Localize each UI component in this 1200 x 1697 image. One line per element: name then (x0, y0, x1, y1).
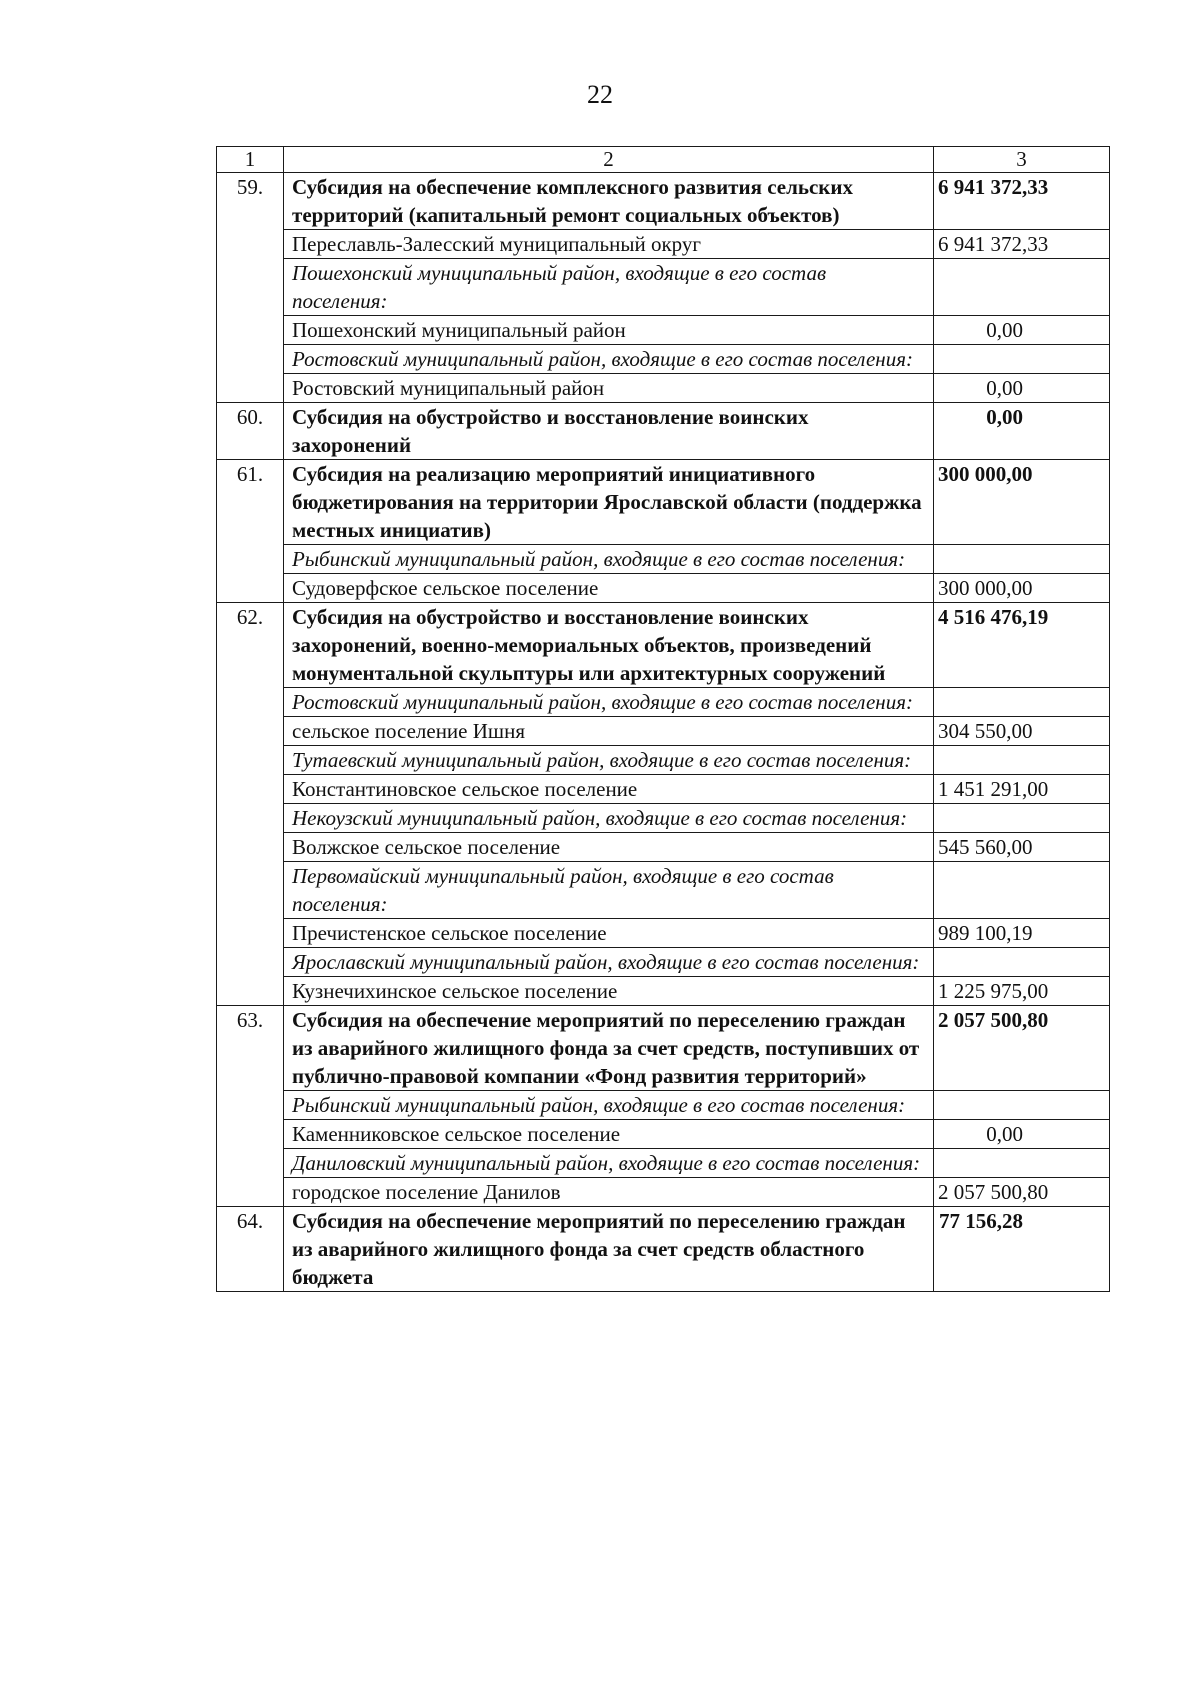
table-row-subitem (217, 230, 1110, 259)
row-description-cell: Рыбинский муниципальный район, входящие в его состав поселения: (284, 545, 934, 574)
row-number-cell (217, 804, 284, 833)
row-description-cell: Субсидия на обеспечение мероприятий по переселению граждан из аварийного жилищного фонда за счет средств, поступивших от публично-правовой компании «Фонд развития территорий» (284, 1006, 934, 1091)
row-number-cell (217, 1120, 284, 1149)
table-row-subitem (217, 374, 1110, 403)
row-description-cell: Кузнечихинское сельское поселение (284, 977, 934, 1006)
table-row-subitem (217, 833, 1110, 862)
row-description-cell: Ростовский муниципальный район (284, 374, 934, 403)
table-row-subitem (217, 862, 1110, 919)
row-description-cell: Ростовский муниципальный район, входящие в его состав поселения: (284, 688, 934, 717)
row-description-cell: Первомайский муниципальный район, входящие в его состав поселения: (284, 862, 934, 919)
table-row-item (217, 460, 1110, 545)
table-row-subitem (217, 345, 1110, 374)
row-description-cell: Рыбинский муниципальный район, входящие в его состав поселения: (284, 1091, 934, 1120)
row-number-cell: 59. (217, 173, 284, 230)
row-amount-cell: 989 100,19 (934, 919, 1110, 948)
table-row-item (217, 603, 1110, 688)
row-amount-cell (934, 862, 1110, 919)
row-amount-cell (934, 1091, 1110, 1120)
row-amount-cell (934, 948, 1110, 977)
header-cell-amount: 3 (934, 147, 1110, 173)
table-row-subitem (217, 1149, 1110, 1178)
row-amount-cell: 0,00 (934, 374, 1110, 403)
table-row-subitem (217, 1120, 1110, 1149)
row-number-cell (217, 862, 284, 919)
row-amount-cell: 300 000,00 (934, 574, 1110, 603)
table-row-item (217, 1207, 1110, 1292)
row-number-cell: 64. (217, 1207, 284, 1292)
table-row-subitem (217, 775, 1110, 804)
row-amount-cell: 300 000,00 (934, 460, 1110, 545)
table-row-subitem (217, 574, 1110, 603)
row-amount-cell (934, 259, 1110, 316)
row-description-cell: Даниловский муниципальный район, входящие в его состав поселения: (284, 1149, 934, 1178)
table-row-subitem (217, 688, 1110, 717)
row-description-cell: Волжское сельское поселение (284, 833, 934, 862)
table-row-subitem (217, 316, 1110, 345)
row-number-cell (217, 717, 284, 746)
row-description-cell: Субсидия на обеспечение комплексного развития сельских территорий (капитальный ремонт социальных объектов) (284, 173, 934, 230)
subsidy-table (216, 146, 1110, 1292)
table-row-item (217, 1006, 1110, 1091)
table-row-item (217, 173, 1110, 230)
row-description-cell: Каменниковское сельское поселение (284, 1120, 934, 1149)
row-number-cell (217, 775, 284, 804)
row-description-cell: Субсидия на обеспечение мероприятий по переселению граждан из аварийного жилищного фонда за счет средств областного бюджета (284, 1207, 934, 1292)
row-description-cell: Некоузский муниципальный район, входящие в его состав поселения: (284, 804, 934, 833)
row-number-cell (217, 345, 284, 374)
row-amount-cell: 6 941 372,33 (934, 230, 1110, 259)
header-cell-description: 2 (284, 147, 934, 173)
table-row-subitem (217, 746, 1110, 775)
row-amount-cell: 304 550,00 (934, 717, 1110, 746)
row-number-cell (217, 919, 284, 948)
row-description-cell: Субсидия на реализацию мероприятий инициативного бюджетирования на территории Ярославской области (поддержка местных инициатив) (284, 460, 934, 545)
row-number-cell (217, 545, 284, 574)
row-number-cell (217, 977, 284, 1006)
row-number-cell: 63. (217, 1006, 284, 1091)
row-description-cell: Ярославский муниципальный район, входящие в его состав поселения: (284, 948, 934, 977)
table-row-item (217, 403, 1110, 460)
page-number: 22 (587, 80, 613, 109)
row-number-cell (217, 374, 284, 403)
row-amount-cell: 1 451 291,00 (934, 775, 1110, 804)
row-amount-cell (934, 688, 1110, 717)
row-number-cell (217, 688, 284, 717)
table-row-subitem (217, 1178, 1110, 1207)
row-description-cell: Судоверфское сельское поселение (284, 574, 934, 603)
row-number-cell (217, 230, 284, 259)
table-row-subitem (217, 977, 1110, 1006)
row-number-cell (217, 1149, 284, 1178)
table-header-row (217, 147, 1110, 173)
table-row-subitem (217, 948, 1110, 977)
row-description-cell: Пречистенское сельское поселение (284, 919, 934, 948)
table-row-subitem (217, 1091, 1110, 1120)
row-description-cell: Субсидия на обустройство и восстановление воинских захоронений (284, 403, 934, 460)
row-amount-cell: 0,00 (934, 316, 1110, 345)
row-amount-cell (934, 345, 1110, 374)
row-number-cell (217, 316, 284, 345)
header-cell-number: 1 (217, 147, 284, 173)
row-number-cell (217, 259, 284, 316)
table-row-subitem (217, 717, 1110, 746)
row-number-cell: 60. (217, 403, 284, 460)
table-row-subitem (217, 545, 1110, 574)
row-number-cell: 61. (217, 460, 284, 545)
row-description-cell: Переславль-Залесский муниципальный округ (284, 230, 934, 259)
row-description-cell: городское поселение Данилов (284, 1178, 934, 1207)
row-description-cell: Субсидия на обустройство и восстановление воинских захоронений, военно-мемориальных объектов, произведений монументальной скульптуры или архитектурных сооружений (284, 603, 934, 688)
row-amount-cell: 545 560,00 (934, 833, 1110, 862)
row-amount-cell: 1 225 975,00 (934, 977, 1110, 1006)
row-amount-cell (934, 804, 1110, 833)
row-amount-cell: 4 516 476,19 (934, 603, 1110, 688)
row-number-cell (217, 833, 284, 862)
table-row-subitem (217, 804, 1110, 833)
row-number-cell (217, 1178, 284, 1207)
row-amount-cell: 2 057 500,80 (934, 1178, 1110, 1207)
row-description-cell: сельское поселение Ишня (284, 717, 934, 746)
row-amount-cell: 0,00 (934, 1120, 1110, 1149)
row-number-cell (217, 1091, 284, 1120)
row-number-cell: 62. (217, 603, 284, 688)
row-number-cell (217, 948, 284, 977)
row-amount-cell: 6 941 372,33 (934, 173, 1110, 230)
row-amount-cell (934, 1149, 1110, 1178)
row-number-cell (217, 746, 284, 775)
row-description-cell: Пошехонский муниципальный район (284, 316, 934, 345)
row-description-cell: Ростовский муниципальный район, входящие в его состав поселения: (284, 345, 934, 374)
table-row-subitem (217, 919, 1110, 948)
row-description-cell: Пошехонский муниципальный район, входящие в его состав поселения: (284, 259, 934, 316)
row-amount-cell (934, 746, 1110, 775)
row-number-cell (217, 574, 284, 603)
table-row-subitem (217, 259, 1110, 316)
row-description-cell: Тутаевский муниципальный район, входящие в его состав поселения: (284, 746, 934, 775)
row-amount-cell: 77 156,28 (934, 1207, 1110, 1292)
row-amount-cell (934, 545, 1110, 574)
row-amount-cell: 2 057 500,80 (934, 1006, 1110, 1091)
row-description-cell: Константиновское сельское поселение (284, 775, 934, 804)
row-amount-cell: 0,00 (934, 403, 1110, 460)
